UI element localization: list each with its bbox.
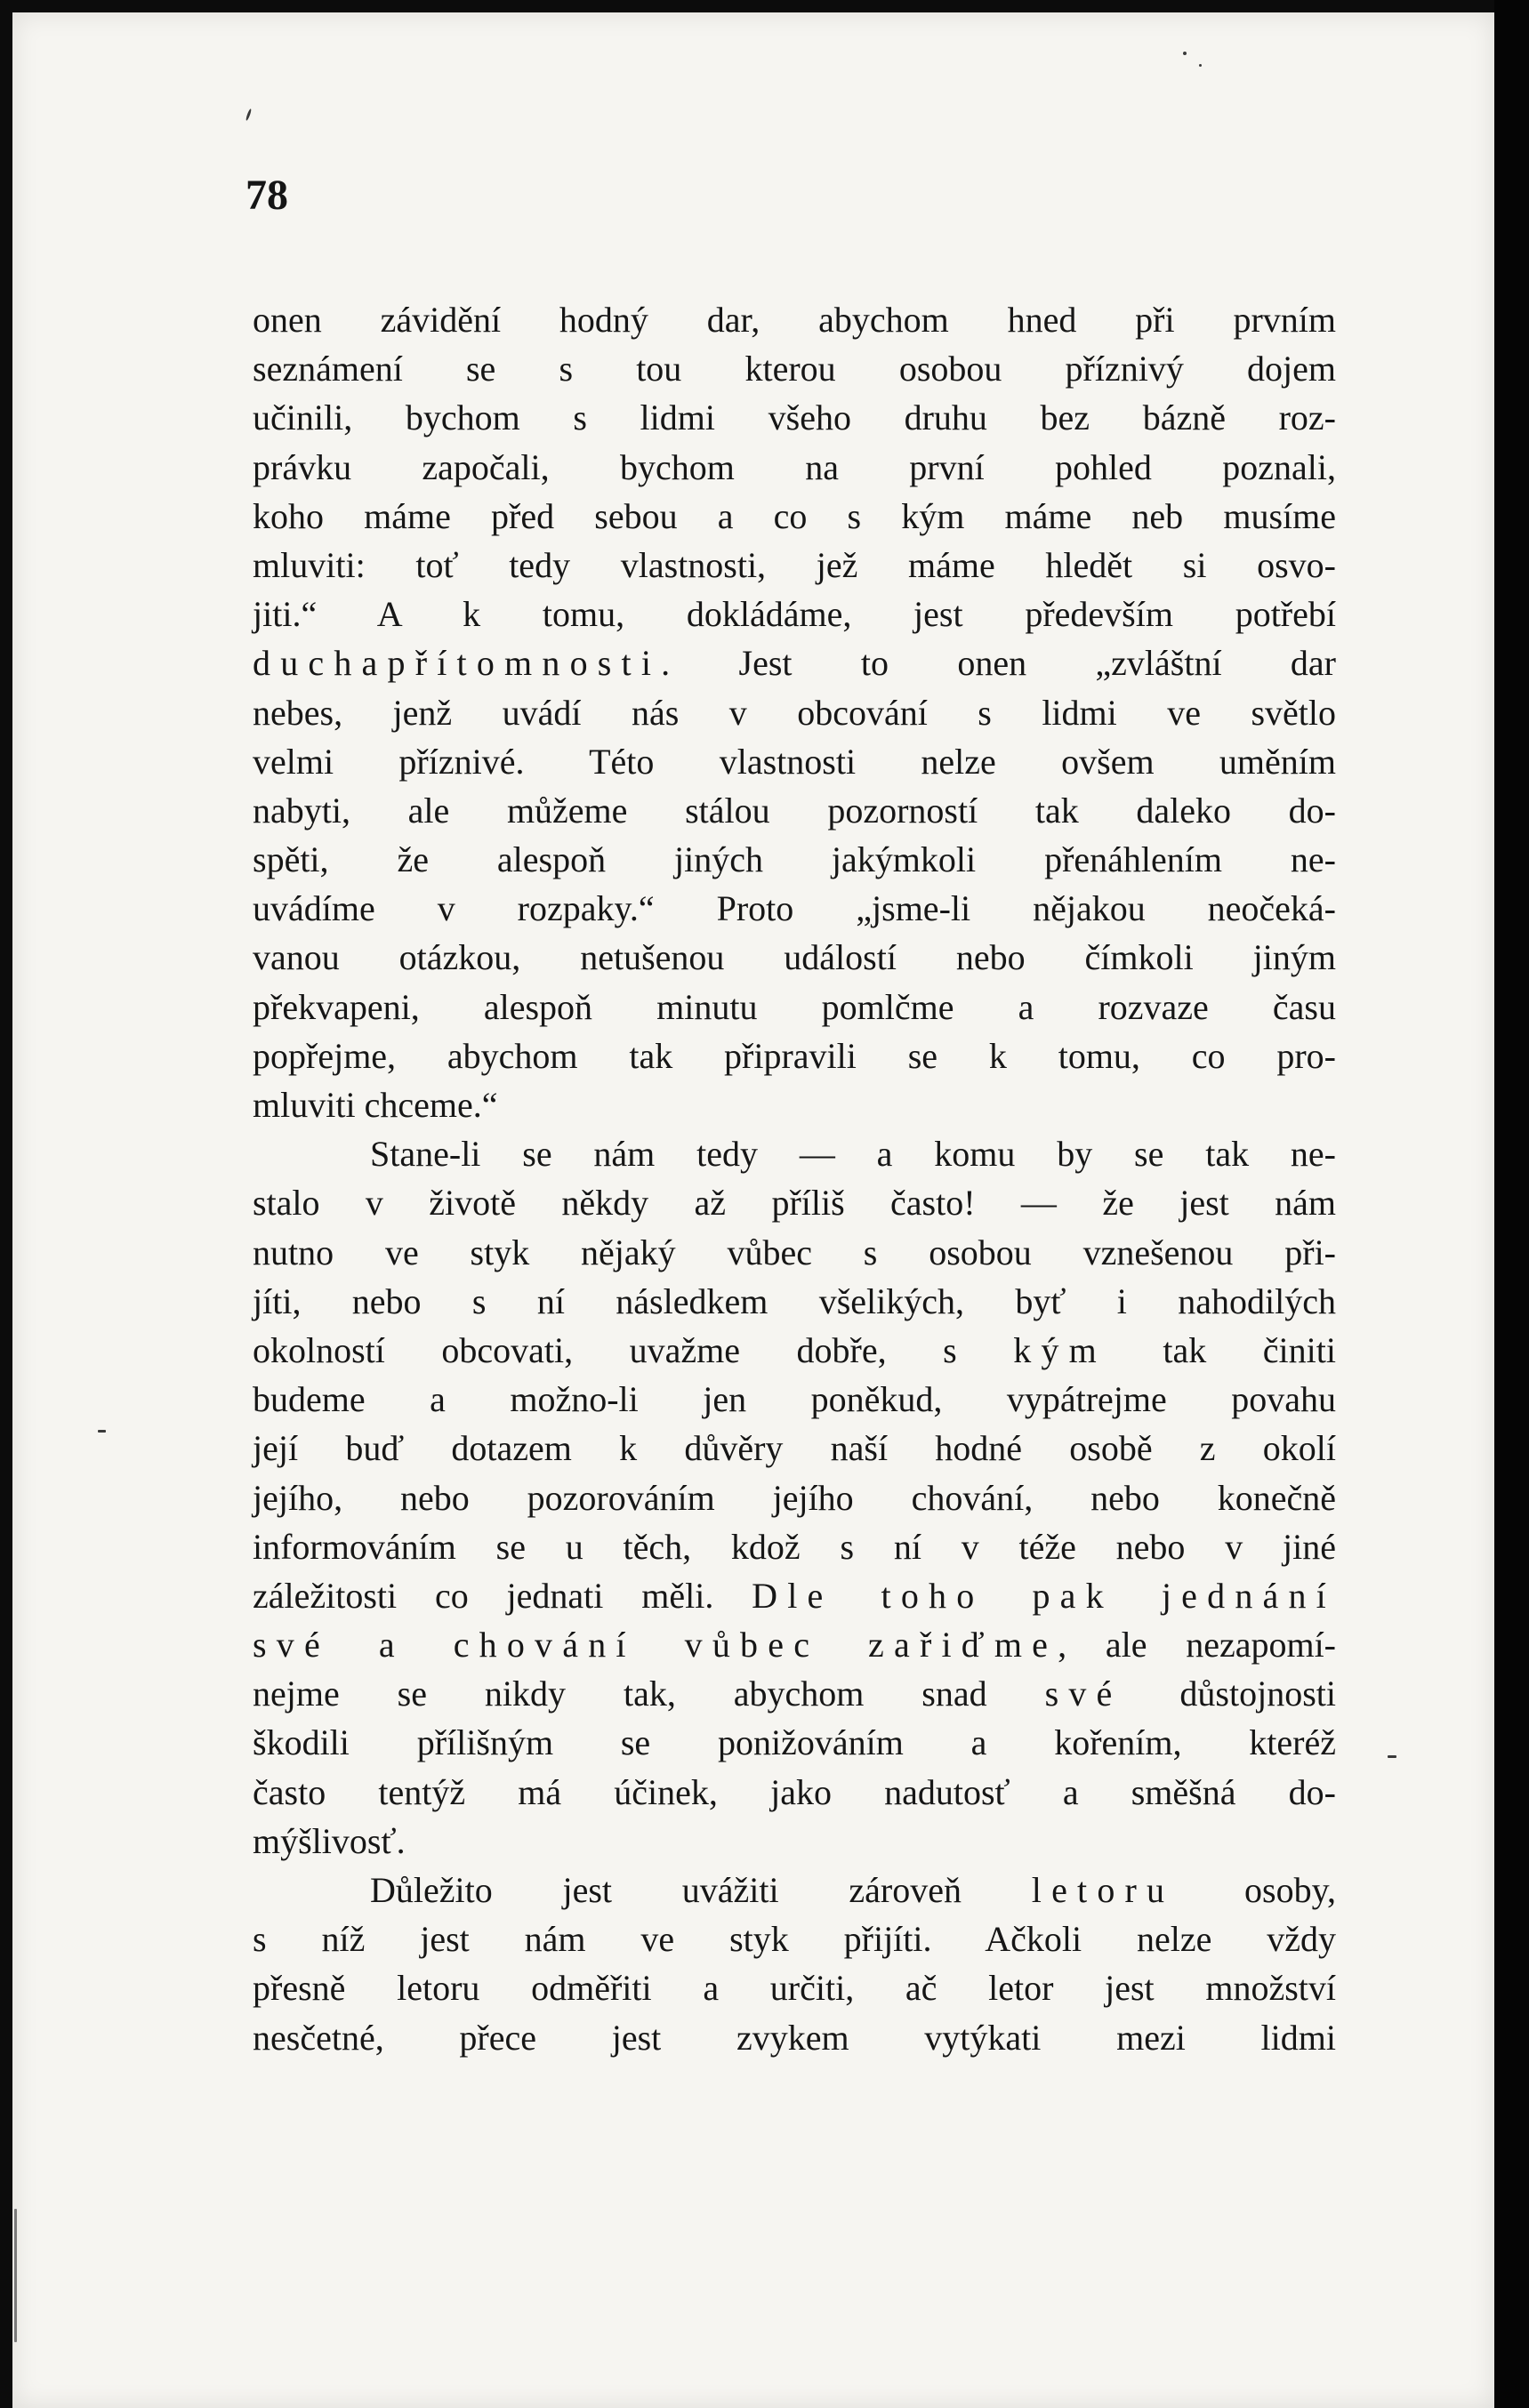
text-line: právku započali, bychom na první pohled poznali, — [253, 446, 1336, 487]
text-line: přesně letoru odměřiti a určiti, ač letor jest množství — [253, 1968, 1336, 2009]
text-line: jiti.“ A k tomu, dokládáme, jest především potřebí — [253, 594, 1336, 635]
text-line: její buď dotazem k důvěry naší hodné osobě z okolí — [253, 1428, 1336, 1469]
text-line: jíti, nebo s ní následkem všelikých, byť i nahodilých — [253, 1280, 1336, 1321]
text-line: informováním se u těch, kdož s ní v téže nebo v jiné — [253, 1526, 1336, 1567]
text-line: onen závidění hodný dar, abychom hned při prvním — [253, 300, 1336, 340]
spaced-emphasis: kým — [1013, 1329, 1107, 1370]
page-number: 78 — [245, 172, 288, 219]
paper-edge-mark — [14, 2209, 17, 2342]
text-line: škodili přílišným se ponižováním a kořením, kteréž — [253, 1722, 1336, 1763]
text-line: stalo v životě někdy až příliš často! — že jest nám — [253, 1183, 1336, 1224]
text-line: mýšlivosť. — [253, 1820, 406, 1861]
text-line: často tentýž má účinek, jako nadutosť a směšná do- — [253, 1771, 1336, 1812]
text-line: nebes, jenž uvádí nás v obcování s lidmi ve světlo — [253, 692, 1336, 733]
text-line: duchapřítomnosti. Jest to onen „zvláštní dar — [253, 643, 1336, 684]
text-line: Důležito jest uvážiti zároveň letoru osoby, — [370, 1870, 1336, 1910]
text-line: uvádíme v rozpaky.“ Proto „jsme-li nějakou neočeká- — [253, 888, 1336, 929]
text-line: nutno ve styk nějaký vůbec s osobou vznešenou při- — [253, 1232, 1336, 1272]
text-line: nesčetné, přece jest zvykem vytýkati mezi lidmi — [253, 2017, 1336, 2058]
spaced-emphasis: duchapřítomnosti — [253, 643, 662, 684]
dust-speck — [1388, 1755, 1396, 1758]
dust-speck — [1199, 64, 1202, 67]
spaced-emphasis: své — [1044, 1674, 1123, 1714]
text-line: učinili, bychom s lidmi všeho druhu bez bázně roz- — [253, 397, 1336, 438]
spaced-emphasis: své a chování vůbec zařiďme — [253, 1625, 1058, 1666]
text-line: nejme se nikdy tak, abychom snad své důstojnosti — [253, 1674, 1336, 1714]
text-line: velmi příznivé. Této vlastnosti nelze ovšem uměním — [253, 741, 1336, 782]
text-line: vanou otázkou, netušenou událostí nebo čímkoli jiným — [253, 937, 1336, 978]
text-line: překvapeni, alespoň minutu pomlčme a rozvaze času — [253, 986, 1336, 1027]
text-line: seznámení se s tou kterou osobou příznivý dojem — [253, 349, 1336, 389]
spaced-emphasis: Dle toho pak jednání — [752, 1575, 1336, 1616]
text-line: okolností obcovati, uvažme dobře, s kým tak činiti — [253, 1329, 1337, 1370]
text-line: záležitosti co jednati měli. Dle toho pak jednání — [253, 1575, 1336, 1616]
dust-speck — [245, 108, 253, 121]
text-line: mluviti: toť tedy vlastnosti, jež máme hledět si osvo- — [253, 544, 1336, 585]
text-line: Stane-li se nám tedy — a komu by se tak ne- — [370, 1134, 1336, 1175]
scan-border-right — [1494, 0, 1529, 2408]
body-text — [253, 295, 1336, 2062]
text-line: s níž jest nám ve styk přijíti. Ačkoli nelze vždy — [253, 1919, 1336, 1960]
spaced-emphasis: letoru — [1031, 1870, 1175, 1910]
text-line: koho máme před sebou a co s kým máme neb musíme — [253, 495, 1336, 536]
text-line: spěti, že alespoň jiných jakýmkoli přenáhlením ne- — [253, 839, 1336, 880]
text-line: své a chování vůbec zařiďme, ale nezapomí- — [253, 1625, 1336, 1666]
dust-speck — [98, 1430, 106, 1433]
text-line: popřejme, abychom tak připravili se k tomu, co pro- — [253, 1035, 1336, 1076]
text-line: jejího, nebo pozorováním jejího chování, nebo konečně — [253, 1477, 1336, 1518]
text-line: budeme a možno-li jen poněkud, vypátrejme povahu — [253, 1379, 1336, 1420]
dust-speck — [1183, 52, 1187, 55]
text-line: mluviti chceme.“ — [253, 1085, 498, 1125]
text-line: nabyti, ale můžeme stálou pozorností tak daleko do- — [253, 790, 1336, 831]
